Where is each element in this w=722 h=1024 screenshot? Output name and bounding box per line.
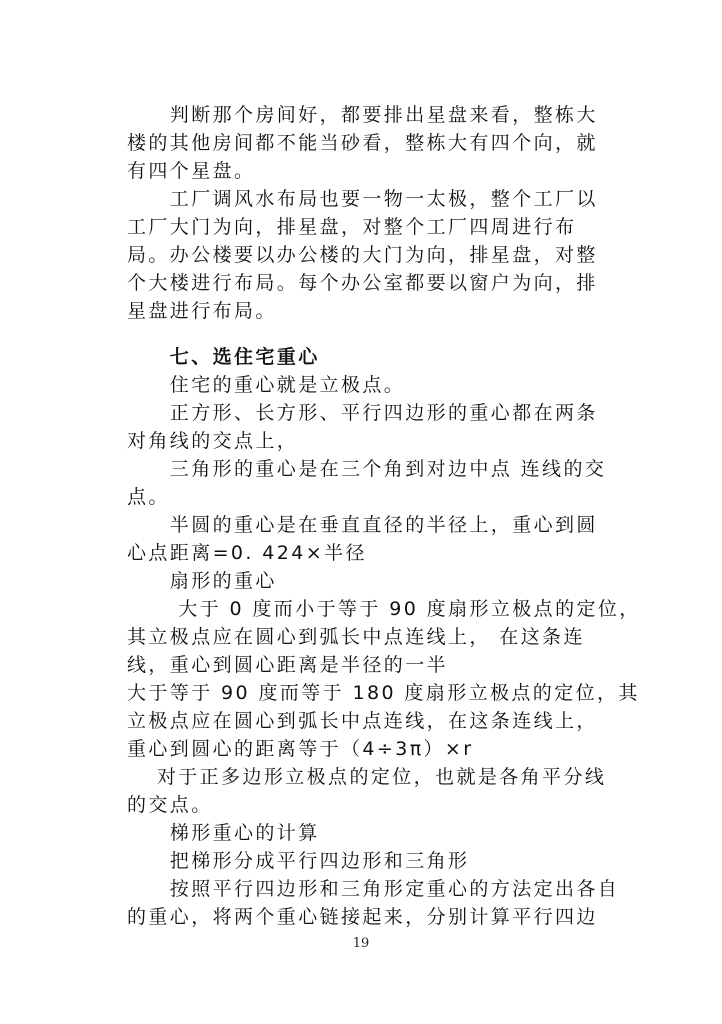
text-line: 半圆的重心是在垂直直径的半径上，重心到圆 (127, 514, 598, 536)
page-number: 19 (352, 936, 370, 951)
text-line: 对于正多边形立极点的定位，也就是各角平分线 (127, 766, 607, 788)
text-line: 大于 0 度而小于等于 90 度扇形立极点的定位， (127, 598, 641, 620)
text-line: 工厂大门为向，排星盘，对整个工厂四周进行布 (127, 216, 577, 238)
text-line: 住宅的重心就是立极点。 (127, 374, 406, 396)
text-line: 线，重心到圆心距离是半径的一半 (127, 654, 449, 676)
text-line: 把梯形分成平行四边形和三角形 (127, 850, 470, 872)
text-line: 的交点。 (127, 794, 213, 816)
text-line: 个大楼进行布局。每个办公室都要以窗户为向，排 (127, 272, 598, 294)
text-line: 梯形重心的计算 (127, 822, 320, 844)
text-line: 重心到圆心的距离等于（4÷3π）×r (127, 738, 474, 760)
text-line: 立极点应在圆心到弧长中点连线，在这条连线上， (127, 710, 598, 732)
text-line: 扇形的重心 (127, 570, 277, 592)
section-heading: 七、选住宅重心 (127, 346, 320, 368)
text-line: 心点距离=0. 424×半径 (127, 542, 367, 564)
text-line: 星盘进行布局。 (127, 300, 277, 322)
text-line: 按照平行四边形和三角形定重心的方法定出各自 (127, 878, 620, 900)
text-line: 楼的其他房间都不能当砂看，整栋大有四个向，就 (127, 132, 598, 154)
text-line: 三角形的重心是在三个角到对边中点 连线的交 (127, 458, 607, 480)
text-line: 局。办公楼要以办公楼的大门为向，排星盘，对整 (127, 244, 598, 266)
text-line: 大于等于 90 度而等于 180 度扇形立极点的定位，其 (127, 682, 640, 704)
text-line: 工厂调风水布局也要一物一太极，整个工厂以 (127, 188, 598, 210)
text-line: 有四个星盘。 (127, 160, 256, 182)
text-line: 点。 (127, 486, 170, 508)
text-line: 判断那个房间好，都要排出星盘来看，整栋大 (127, 104, 598, 126)
text-line: 的重心，将两个重心链接起来，分别计算平行四边 (127, 906, 598, 928)
text-line: 其立极点应在圆心到弧长中点连线上， 在这条连 (127, 626, 585, 648)
text-line: 正方形、长方形、平行四边形的重心都在两条 (127, 402, 598, 424)
text-line: 对角线的交点上， (127, 430, 299, 452)
